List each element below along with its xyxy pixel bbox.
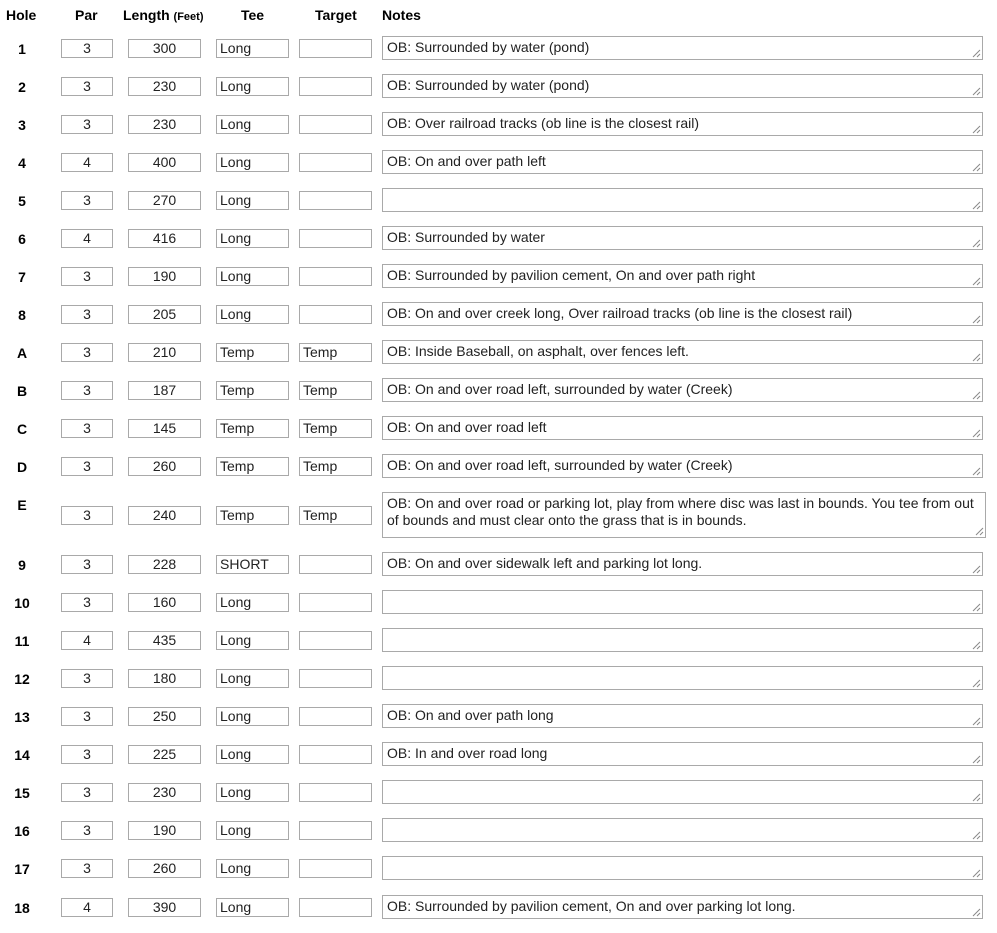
length-input[interactable]: 250: [128, 707, 201, 726]
target-input[interactable]: [299, 305, 372, 324]
table-header: [0, 0, 997, 30]
tee-input[interactable]: Long: [216, 39, 289, 58]
length-input[interactable]: 435: [128, 631, 201, 650]
length-input[interactable]: 416: [128, 229, 201, 248]
table-row: [0, 36, 997, 74]
notes-textarea[interactable]: OB: On and over road left, surrounded by water (Creek): [382, 454, 983, 478]
header-tee: Tee: [241, 7, 265, 23]
notes-textarea[interactable]: OB: Surrounded by water: [382, 226, 983, 250]
target-input[interactable]: Temp: [299, 381, 372, 400]
notes-textarea[interactable]: OB: On and over path long: [382, 704, 983, 728]
tee-input[interactable]: Long: [216, 821, 289, 840]
notes-textarea[interactable]: OB: On and over road or parking lot, play from where disc was last in bounds. You tee from out of bounds and must clear onto the grass that is in bounds.: [382, 492, 986, 538]
par-input[interactable]: 3: [61, 381, 113, 400]
length-input[interactable]: 240: [128, 506, 201, 525]
par-input[interactable]: 3: [61, 669, 113, 688]
resize-grip-icon[interactable]: [972, 641, 981, 650]
target-input[interactable]: [299, 631, 372, 650]
tee-input[interactable]: Long: [216, 745, 289, 764]
target-input[interactable]: [299, 821, 372, 840]
hole-label: C: [16, 421, 28, 437]
resize-grip-icon[interactable]: [972, 315, 981, 324]
length-input[interactable]: 145: [128, 419, 201, 438]
hole-label: 17: [14, 861, 30, 877]
table-row: [0, 188, 997, 226]
tee-input[interactable]: Long: [216, 153, 289, 172]
par-input[interactable]: 4: [61, 229, 113, 248]
par-input[interactable]: 3: [61, 457, 113, 476]
table-row: [0, 780, 997, 818]
target-input[interactable]: [299, 229, 372, 248]
length-input[interactable]: 390: [128, 898, 201, 917]
target-input[interactable]: [299, 191, 372, 210]
notes-textarea[interactable]: OB: On and over road left: [382, 416, 983, 440]
tee-input[interactable]: SHORT: [216, 555, 289, 574]
resize-grip-icon[interactable]: [972, 565, 981, 574]
length-input[interactable]: 260: [128, 859, 201, 878]
header-par: Par: [75, 7, 98, 23]
par-input[interactable]: 4: [61, 898, 113, 917]
tee-input[interactable]: Temp: [216, 343, 289, 362]
par-input[interactable]: 3: [61, 821, 113, 840]
par-input[interactable]: 3: [61, 593, 113, 612]
hole-label: 8: [18, 307, 26, 323]
par-input[interactable]: 4: [61, 153, 113, 172]
hole-label: 10: [14, 595, 30, 611]
tee-input[interactable]: Long: [216, 593, 289, 612]
table-row: [0, 454, 997, 492]
header-target: Target: [315, 7, 357, 23]
target-input[interactable]: [299, 859, 372, 878]
length-input[interactable]: 260: [128, 457, 201, 476]
target-input[interactable]: [299, 153, 372, 172]
hole-label: 16: [14, 823, 30, 839]
resize-grip-icon[interactable]: [972, 391, 981, 400]
length-input[interactable]: 228: [128, 555, 201, 574]
table-row: [0, 150, 997, 188]
hole-label: B: [16, 383, 28, 399]
target-input[interactable]: [299, 707, 372, 726]
hole-label: 7: [18, 269, 26, 285]
length-input[interactable]: 270: [128, 191, 201, 210]
par-input[interactable]: 3: [61, 77, 113, 96]
table-row: [0, 340, 997, 378]
notes-textarea[interactable]: OB: Inside Baseball, on asphalt, over fences left.: [382, 340, 983, 364]
par-input[interactable]: 3: [61, 419, 113, 438]
hole-label: 12: [14, 671, 30, 687]
table-row: [0, 302, 997, 340]
resize-grip-icon[interactable]: [972, 277, 981, 286]
notes-textarea[interactable]: [382, 818, 983, 842]
table-row: [0, 666, 997, 704]
header-hole: Hole: [6, 7, 37, 23]
resize-grip-icon[interactable]: [972, 163, 981, 172]
length-input[interactable]: 400: [128, 153, 201, 172]
target-input[interactable]: [299, 555, 372, 574]
table-row: [0, 704, 997, 742]
table-row: [0, 378, 997, 416]
resize-grip-icon[interactable]: [972, 429, 981, 438]
table-row: [0, 818, 997, 856]
par-input[interactable]: 3: [61, 115, 113, 134]
hole-label: 13: [14, 709, 30, 725]
table-row: [0, 112, 997, 150]
tee-input[interactable]: Long: [216, 707, 289, 726]
table-row: [0, 628, 997, 666]
length-input[interactable]: 225: [128, 745, 201, 764]
resize-grip-icon[interactable]: [972, 831, 981, 840]
table-row: [0, 74, 997, 112]
length-input[interactable]: 160: [128, 593, 201, 612]
tee-input[interactable]: Temp: [216, 457, 289, 476]
resize-grip-icon[interactable]: [972, 87, 981, 96]
notes-textarea[interactable]: OB: Over railroad tracks (ob line is the closest rail): [382, 112, 983, 136]
par-input[interactable]: 4: [61, 631, 113, 650]
target-input[interactable]: [299, 267, 372, 286]
target-input[interactable]: Temp: [299, 419, 372, 438]
hole-label: 2: [18, 79, 26, 95]
resize-grip-icon[interactable]: [972, 679, 981, 688]
notes-textarea[interactable]: OB: Surrounded by pavilion cement, On and over path right: [382, 264, 983, 288]
tee-input[interactable]: Long: [216, 191, 289, 210]
notes-textarea[interactable]: [382, 856, 983, 880]
notes-textarea[interactable]: [382, 188, 983, 212]
tee-input[interactable]: Long: [216, 229, 289, 248]
resize-grip-icon[interactable]: [972, 603, 981, 612]
notes-textarea[interactable]: [382, 666, 983, 690]
par-input[interactable]: 3: [61, 343, 113, 362]
notes-textarea[interactable]: [382, 780, 983, 804]
hole-label: 9: [18, 557, 26, 573]
length-input[interactable]: 190: [128, 267, 201, 286]
tee-input[interactable]: Long: [216, 267, 289, 286]
resize-grip-icon[interactable]: [975, 527, 984, 536]
hole-label: A: [16, 345, 28, 361]
hole-label: 4: [18, 155, 26, 171]
resize-grip-icon[interactable]: [972, 908, 981, 917]
table-row: [0, 742, 997, 780]
tee-input[interactable]: Long: [216, 783, 289, 802]
tee-input[interactable]: Temp: [216, 419, 289, 438]
par-input[interactable]: 3: [61, 267, 113, 286]
hole-label: 3: [18, 117, 26, 133]
hole-label: 1: [18, 41, 26, 57]
hole-label: 5: [18, 193, 26, 209]
par-input[interactable]: 3: [61, 39, 113, 58]
tee-input[interactable]: Temp: [216, 381, 289, 400]
header-length-label: Length: [123, 7, 170, 23]
resize-grip-icon[interactable]: [972, 125, 981, 134]
par-input[interactable]: 3: [61, 191, 113, 210]
par-input[interactable]: 3: [61, 745, 113, 764]
tee-input[interactable]: Long: [216, 115, 289, 134]
resize-grip-icon[interactable]: [972, 353, 981, 362]
notes-textarea[interactable]: OB: On and over creek long, Over railroad tracks (ob line is the closest rail): [382, 302, 983, 326]
table-row: [0, 264, 997, 302]
table-row: [0, 416, 997, 454]
length-input[interactable]: 230: [128, 77, 201, 96]
par-input[interactable]: 3: [61, 305, 113, 324]
resize-grip-icon[interactable]: [972, 49, 981, 58]
hole-label: 18: [14, 900, 30, 916]
tee-input[interactable]: Temp: [216, 506, 289, 525]
length-input[interactable]: 205: [128, 305, 201, 324]
table-row: [0, 226, 997, 264]
hole-label: 6: [18, 231, 26, 247]
header-notes: Notes: [382, 7, 421, 23]
tee-input[interactable]: Long: [216, 305, 289, 324]
target-input[interactable]: [299, 669, 372, 688]
length-input[interactable]: 300: [128, 39, 201, 58]
tee-input[interactable]: Long: [216, 898, 289, 917]
notes-textarea[interactable]: OB: In and over road long: [382, 742, 983, 766]
par-input[interactable]: 3: [61, 859, 113, 878]
tee-input[interactable]: Long: [216, 631, 289, 650]
tee-input[interactable]: Long: [216, 859, 289, 878]
table-row: [0, 590, 997, 628]
hole-label: 15: [14, 785, 30, 801]
par-input[interactable]: 3: [61, 506, 113, 525]
notes-textarea[interactable]: OB: Surrounded by water (pond): [382, 74, 983, 98]
notes-textarea[interactable]: OB: Surrounded by water (pond): [382, 36, 983, 60]
target-input[interactable]: [299, 783, 372, 802]
target-input[interactable]: Temp: [299, 457, 372, 476]
target-input[interactable]: [299, 898, 372, 917]
par-input[interactable]: 3: [61, 783, 113, 802]
header-length-unit: (Feet): [173, 11, 204, 23]
notes-textarea[interactable]: [382, 590, 983, 614]
length-input[interactable]: 187: [128, 381, 201, 400]
resize-grip-icon[interactable]: [972, 869, 981, 878]
length-input[interactable]: 190: [128, 821, 201, 840]
table-row: [0, 492, 997, 552]
length-input[interactable]: 230: [128, 783, 201, 802]
target-input[interactable]: [299, 115, 372, 134]
hole-label: 14: [14, 747, 30, 763]
notes-textarea[interactable]: [382, 628, 983, 652]
resize-grip-icon[interactable]: [972, 717, 981, 726]
notes-textarea[interactable]: OB: Surrounded by pavilion cement, On and over parking lot long.: [382, 895, 983, 919]
target-input[interactable]: [299, 593, 372, 612]
length-input[interactable]: 230: [128, 115, 201, 134]
length-input[interactable]: 210: [128, 343, 201, 362]
target-input[interactable]: Temp: [299, 506, 372, 525]
target-input[interactable]: Temp: [299, 343, 372, 362]
resize-grip-icon[interactable]: [972, 201, 981, 210]
table-row: [0, 895, 997, 933]
notes-textarea[interactable]: OB: On and over sidewalk left and parking lot long.: [382, 552, 983, 576]
table-row: [0, 552, 997, 590]
table-row: [0, 856, 997, 894]
target-input[interactable]: [299, 745, 372, 764]
resize-grip-icon[interactable]: [972, 755, 981, 764]
tee-input[interactable]: Long: [216, 77, 289, 96]
resize-grip-icon[interactable]: [972, 239, 981, 248]
resize-grip-icon[interactable]: [972, 793, 981, 802]
hole-label: D: [16, 459, 28, 475]
par-input[interactable]: 3: [61, 555, 113, 574]
target-input[interactable]: [299, 39, 372, 58]
tee-input[interactable]: Long: [216, 669, 289, 688]
target-input[interactable]: [299, 77, 372, 96]
hole-label: 11: [14, 633, 30, 649]
hole-label: E: [17, 497, 27, 513]
header-length: [123, 7, 204, 23]
par-input[interactable]: 3: [61, 707, 113, 726]
length-input[interactable]: 180: [128, 669, 201, 688]
notes-textarea[interactable]: OB: On and over path left: [382, 150, 983, 174]
notes-textarea[interactable]: OB: On and over road left, surrounded by water (Creek): [382, 378, 983, 402]
resize-grip-icon[interactable]: [972, 467, 981, 476]
